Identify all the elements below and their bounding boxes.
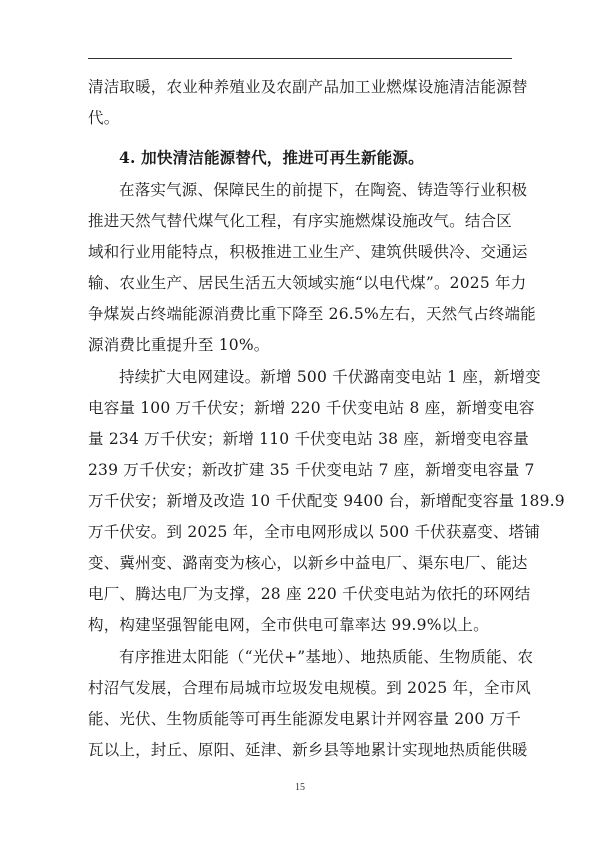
text-line: 万千伏安；新增及改造 10 千伏配变 9400 台，新增配变容量 189.9 xyxy=(88,492,565,510)
text-line: 输、农业生产、居民生活五大领域实施“以电代煤”。2025 年力 xyxy=(88,274,527,292)
section-heading: 4. 加快清洁能源替代，推进可再生新能源。 xyxy=(119,148,424,167)
text-line: 争煤炭占终端能源消费比重下降至 26.5%左右，天然气占终端能 xyxy=(88,305,536,323)
header-rule xyxy=(88,58,512,59)
text-line: 在落实气源、保障民生的前提下，在陶瓷、铸造等行业积极 xyxy=(119,181,528,199)
text-line: 变、冀州变、潞南变为核心，以新乡中益电厂、渠东电厂、能达 xyxy=(88,554,528,572)
page-number: 15 xyxy=(295,782,305,793)
text-line: 源消费比重提升至 10%。 xyxy=(88,336,270,354)
text-line: 推进天然气替代煤气化工程，有序实施燃煤设施改气。结合区 xyxy=(88,212,512,230)
text-line: 有序推进太阳能（“光伏+”基地）、地热质能、生物质能、农 xyxy=(119,648,534,666)
text-line: 239 万千伏安；新改扩建 35 千伏变电站 7 座，新增变电容量 7 xyxy=(88,461,535,479)
text-line: 电容量 100 万千伏安；新增 220 千伏变电站 8 座，新增变电容 xyxy=(88,399,535,417)
text-line: 能、光伏、生物质能等可再生能源发电累计并网容量 200 万千 xyxy=(88,710,521,728)
text-line: 构，构建坚强智能电网，全市供电可靠率达 99.9%以上。 xyxy=(88,616,489,634)
text-line: 村沼气发展，合理布局城市垃圾发电规模。到 2025 年，全市风 xyxy=(88,679,532,697)
text-line: 瓦以上，封丘、原阳、延津、新乡县等地累计实现地热质能供暖 xyxy=(88,741,528,759)
text-line: 量 234 万千伏安；新增 110 千伏变电站 38 座，新增变电容量 xyxy=(88,430,529,448)
text-line: 万千伏安。到 2025 年，全市电网形成以 500 千伏获嘉变、塔铺 xyxy=(88,523,541,541)
text-line: 代。 xyxy=(88,109,120,127)
text-line: 清洁取暖，农业种养殖业及农副产品加工业燃煤设施清洁能源替 xyxy=(88,78,528,96)
text-line: 域和行业用能特点，积极推进工业生产、建筑供暖供冷、交通运 xyxy=(88,243,528,261)
text-line: 电厂、腾达电厂为支撑，28 座 220 千伏变电站为依托的环网结 xyxy=(88,585,531,603)
text-line: 持续扩大电网建设。新增 500 千伏潞南变电站 1 座，新增变 xyxy=(119,368,541,386)
